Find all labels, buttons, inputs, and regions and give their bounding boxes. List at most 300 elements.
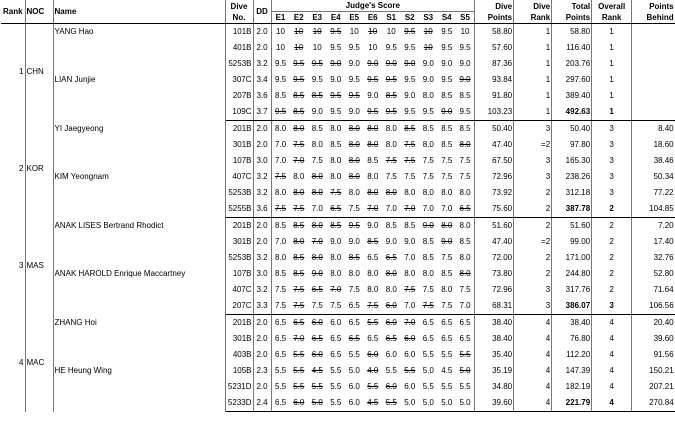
total-points: 58.80 [552,24,592,41]
judge-score [327,266,346,282]
judge-score [382,104,401,121]
discarded-score: 5.5 [404,366,416,375]
judge-score [401,121,420,138]
total-points: 99.00 [552,234,592,250]
judge-score [456,121,475,138]
discarded-score: 7.0 [293,334,305,343]
dive-points: 72.00 [475,250,514,266]
counted-score: 8.0 [274,188,287,197]
judge-score [364,104,383,121]
counted-score: 7.0 [274,156,287,165]
judge-score [456,331,475,347]
judge-score [438,266,457,282]
dive-points: 50.40 [475,121,514,138]
counted-score: 8.5 [441,91,453,100]
discarded-score: 8.0 [348,156,360,165]
discarded-score: 10 [312,27,322,36]
counted-score: 8.5 [422,253,434,262]
overall-rank: 1 [592,56,632,72]
header-judge-s4: S4 [438,12,457,24]
judge-score [438,347,457,363]
counted-score: 5.0 [422,398,434,407]
discarded-score: 9.5 [367,75,379,84]
judge-score [290,88,309,104]
judge-score [364,331,383,347]
discarded-score: 9.5 [404,27,416,36]
judge-score [308,347,327,363]
total-points: 387.78 [552,201,592,218]
overall-rank: 1 [592,72,632,88]
judge-score [308,121,327,138]
judge-score [345,24,364,41]
dive-rank: 3 [514,169,552,185]
points-behind: 207.21 [649,382,674,391]
total-points: 492.63 [552,104,592,121]
judge-score [327,169,346,185]
counted-score: 6.5 [422,318,434,327]
judge-score [456,185,475,201]
team-noc: MAS [25,218,53,315]
judge-score [456,201,475,218]
judge-score [271,282,290,298]
dive-rank: 3 [514,121,552,138]
discarded-score: 5.5 [367,318,379,327]
judge-score [438,363,457,379]
discarded-score: 9.0 [441,237,453,246]
judge-score [327,104,346,121]
judge-score [327,331,346,347]
degree-of-difficulty: 3.3 [253,298,271,315]
counted-score: 6.5 [348,318,360,327]
judge-score [419,298,438,315]
judge-score [364,379,383,395]
judge-score [364,218,383,235]
discarded-score: 6.5 [385,253,397,262]
dive-points: 68.31 [475,298,514,315]
degree-of-difficulty: 2.4 [253,395,271,412]
judge-score [438,298,457,315]
discarded-score: 8.0 [311,188,323,197]
judge-score [364,121,383,138]
discarded-score: 7.5 [274,204,287,213]
points-behind: 106.56 [632,298,675,315]
dive-points: 51.60 [475,218,514,235]
discarded-score: 9.0 [311,269,323,278]
points-behind: 50.34 [653,172,674,181]
judge-score [271,218,290,235]
judge-score [438,250,457,266]
counted-score: 9.5 [422,107,434,116]
counted-score: 9.0 [367,91,379,100]
header-judge-s5: S5 [456,12,475,24]
counted-score: 8.0 [348,269,360,278]
header-dive-points: Dive Points [475,0,514,24]
judge-score [419,250,438,266]
judge-score [271,234,290,250]
discarded-score: 7.0 [404,318,416,327]
judge-score [419,282,438,298]
counted-score: 6.5 [274,318,287,327]
judge-score [290,379,309,395]
overall-rank: 2 [592,201,632,218]
discarded-score: 7.0 [311,237,323,246]
counted-score: 6.0 [385,350,397,359]
judge-score [364,347,383,363]
discarded-score: 8.0 [348,140,360,149]
degree-of-difficulty: 3.2 [253,56,271,72]
dive-points: 73.80 [475,266,514,282]
discarded-score: 8.5 [311,91,323,100]
dive-number: 5255B [225,201,253,218]
judge-score [419,201,438,218]
counted-score: 8.0 [293,172,305,181]
discarded-score: 8.0 [311,253,323,262]
points-behind [632,104,675,121]
judge-score [345,395,364,412]
counted-score: 8.5 [404,221,416,230]
judge-score [382,250,401,266]
judge-score [290,185,309,201]
dive-rank: =2 [514,137,552,153]
judge-score [345,331,364,347]
judge-score [382,72,401,88]
judge-score [401,153,420,169]
header-judges-score: Judge's Score [271,0,475,12]
dive-points: 39.60 [475,395,514,412]
judge-score [382,379,401,395]
counted-score: 5.5 [441,350,453,359]
counted-score: 9.5 [330,43,342,52]
judge-score [438,169,457,185]
dive-rank: 4 [514,379,552,395]
dive-points: 72.96 [475,169,514,185]
counted-score: 6.0 [404,382,416,391]
degree-of-difficulty: 3.6 [253,201,271,218]
counted-score: 9.5 [459,107,471,116]
discarded-score: 7.5 [274,172,287,181]
discarded-score: 9.5 [311,59,323,68]
counted-score: 8.0 [330,156,342,165]
judge-score [401,185,420,201]
discarded-score: 7.0 [293,156,305,165]
judge-score [327,88,346,104]
dive-number: 107B [225,153,253,169]
counted-score: 8.5 [330,140,342,149]
judge-score [419,72,438,88]
overall-rank: 4 [592,331,632,347]
total-points: 165.30 [552,153,592,169]
judge-score [401,298,420,315]
judge-score [364,298,383,315]
dive-number: 5253B [225,56,253,72]
dive-rank: 4 [514,363,552,379]
judge-score [456,282,475,298]
discarded-score: 9.5 [293,59,305,68]
judge-score [327,395,346,412]
counted-score: 5.0 [348,366,360,375]
judge-score [290,395,309,412]
dive-number: 201B [225,121,253,138]
judge-score [364,40,383,56]
judge-score [308,282,327,298]
counted-score: 8.5 [274,91,287,100]
counted-score: 9.0 [330,237,342,246]
discarded-score: 7.5 [422,301,434,310]
overall-rank: 3 [592,137,632,153]
judge-score [364,24,383,41]
judge-score [456,153,475,169]
judge-score [271,72,290,88]
judge-score [308,250,327,266]
dive-points: 35.19 [475,363,514,379]
discarded-score: 5.0 [311,398,323,407]
discarded-score: 9.0 [459,75,471,84]
total-points: 244.80 [552,266,592,282]
judge-score [345,40,364,56]
judge-score [308,169,327,185]
degree-of-difficulty: 2.0 [253,347,271,363]
athlete-names [53,218,225,315]
degree-of-difficulty: 2.0 [253,234,271,250]
total-points: 203.76 [552,56,592,72]
discarded-score: 8.0 [459,269,471,278]
counted-score: 7.5 [441,253,453,262]
dive-points: 47.40 [475,137,514,153]
header-judge-s1: S1 [382,12,401,24]
judge-score [290,218,309,235]
counted-score: 5.5 [385,366,397,375]
counted-score: 7.5 [348,204,360,213]
judge-score [290,347,309,363]
athlete-names [53,315,225,412]
athlete-name: YI Jaegyeong [54,123,104,133]
counted-score: 7.5 [459,156,471,165]
discarded-score: 9.0 [330,59,342,68]
counted-score: 8.0 [404,269,416,278]
header-judge-e4: E4 [327,12,346,24]
judge-score [271,298,290,315]
discarded-score: 7.5 [385,156,397,165]
counted-score: 8.0 [459,188,471,197]
judge-score [327,24,346,41]
judge-score [308,234,327,250]
athlete-name: ANAK HAROLD Enrique Maccartney [54,268,186,278]
points-behind: 18.60 [653,140,674,149]
counted-score: 6.5 [330,334,342,343]
judge-score [456,266,475,282]
counted-score: 9.0 [404,237,416,246]
judge-score [438,88,457,104]
judge-score [438,185,457,201]
judge-score [364,201,383,218]
points-behind [632,72,675,88]
header-dd: DD [253,0,271,24]
dive-rank: 1 [514,40,552,56]
counted-score: 5.0 [441,398,453,407]
counted-score: 10 [276,43,285,52]
judge-score [271,395,290,412]
counted-score: 6.5 [367,253,379,262]
dive-rank: 3 [514,298,552,315]
counted-score: 7.0 [274,237,287,246]
discarded-score: 8.5 [293,107,305,116]
counted-score: 8.0 [330,269,342,278]
judge-score [290,363,309,379]
counted-score: 8.0 [385,124,397,133]
judge-score [271,266,290,282]
counted-score: 7.5 [385,172,397,181]
counted-score: 5.5 [274,366,287,375]
judge-score [364,250,383,266]
dive-number: 107B [225,266,253,282]
dive-number: 407C [225,169,253,185]
header-points-behind: Points Behind [632,0,675,24]
judge-score [438,395,457,412]
judge-score [456,104,475,121]
discarded-score: 6.5 [293,318,305,327]
counted-score: 7.5 [441,156,453,165]
total-points: 97.80 [552,137,592,153]
judge-score [438,72,457,88]
counted-score: 8.0 [422,91,434,100]
judge-score [438,331,457,347]
judge-score [382,298,401,315]
judge-score [364,234,383,250]
judge-score [327,218,346,235]
dive-number: 403B [225,347,253,363]
counted-score: 5.5 [441,382,453,391]
judge-score [327,250,346,266]
dive-number: 301B [225,331,253,347]
discarded-score: 5.5 [367,382,379,391]
degree-of-difficulty: 2.0 [253,218,271,235]
counted-score: 8.5 [274,221,287,230]
judge-score [308,363,327,379]
total-points: 171.00 [552,250,592,266]
judge-score [401,88,420,104]
judge-score [327,56,346,72]
judge-score [345,266,364,282]
judge-score [308,88,327,104]
judge-score [364,185,383,201]
counted-score: 8.0 [330,124,342,133]
dive-number: 401B [225,40,253,56]
judge-score [327,72,346,88]
judge-score [438,121,457,138]
discarded-score: 8.0 [459,140,471,149]
judge-score [308,72,327,88]
overall-rank: 1 [592,24,632,41]
counted-score: 7.5 [459,285,471,294]
judge-score [382,40,401,56]
judge-score [290,266,309,282]
judge-score [364,88,383,104]
judge-score [290,137,309,153]
counted-score: 7.5 [422,172,434,181]
judge-score [382,395,401,412]
discarded-score: 8.5 [367,237,379,246]
dive-number: 101B [225,24,253,41]
discarded-score: 6.0 [367,350,379,359]
athlete-name: LIAN Junjie [54,75,96,84]
counted-score: 7.0 [441,204,453,213]
overall-rank: 2 [592,234,632,250]
athlete-name: YANG Hao [54,27,94,36]
judge-score [345,121,364,138]
judge-score [271,153,290,169]
header-judge-e2: E2 [290,12,309,24]
judge-score [364,315,383,332]
discarded-score: 8.0 [311,172,323,181]
judge-score [327,363,346,379]
counted-score: 8.0 [441,188,453,197]
judge-score [438,137,457,153]
counted-score: 8.0 [422,188,434,197]
discarded-score: 8.5 [348,253,360,262]
header-total-points: Total Points [552,0,592,24]
judge-score [290,250,309,266]
discarded-score: 8.0 [367,124,379,133]
counted-score: 6.5 [422,334,434,343]
counted-score: 9.5 [459,43,471,52]
counted-score: 6.5 [441,318,453,327]
judge-score [382,266,401,282]
counted-score: 10 [368,43,378,52]
counted-score: 9.0 [348,59,360,68]
team-rank: 3 [1,218,25,315]
counted-score: 10 [349,27,359,36]
total-points: 389.40 [552,88,592,104]
counted-score: 6.5 [441,334,453,343]
discarded-score: 9.0 [385,59,397,68]
discarded-score: 8.0 [367,140,379,149]
judge-score [271,250,290,266]
judge-score [382,121,401,138]
discarded-score: 8.5 [404,124,416,133]
header-judge-s3: S3 [419,12,438,24]
points-behind: 71.64 [653,285,674,294]
judge-score [419,104,438,121]
points-behind [632,24,675,41]
judge-score [401,104,420,121]
judge-score [290,40,309,56]
dive-points: 103.23 [475,104,514,121]
discarded-score: 10 [368,27,378,36]
discarded-score: 9.5 [293,75,305,84]
judge-score [364,169,383,185]
header-rank: Rank [1,0,25,24]
judge-score [438,201,457,218]
counted-score: 5.5 [330,366,342,375]
counted-score: 6.5 [459,318,471,327]
discarded-score: 7.0 [404,204,416,213]
discarded-score: 7.5 [404,140,416,149]
dive-number: 407C [225,282,253,298]
judge-score [401,40,420,56]
counted-score: 8.0 [367,269,379,278]
discarded-score: 9.5 [367,107,379,116]
counted-score: 8.5 [422,124,434,133]
judge-score [271,137,290,153]
counted-score: 9.0 [459,59,471,68]
judge-score [456,234,475,250]
dive-number: 201B [225,218,253,235]
counted-score: 7.5 [441,172,453,181]
athlete-names [53,24,225,121]
judge-score [308,24,327,41]
counted-score: 9.0 [422,75,434,84]
discarded-score: 7.0 [330,285,342,294]
